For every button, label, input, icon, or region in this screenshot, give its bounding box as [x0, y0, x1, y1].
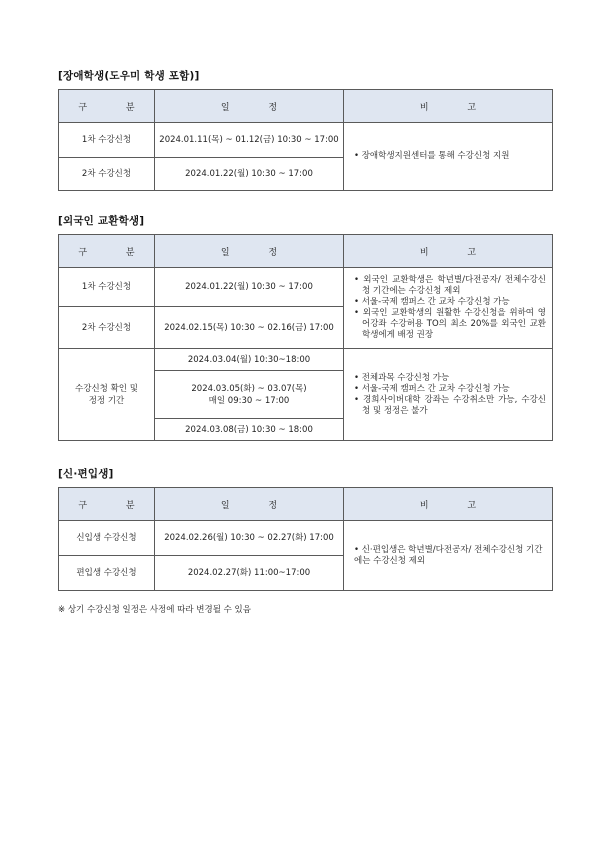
row-schedule: 2024.02.26(월) 10:30 ~ 02.27(화) 17:00 [155, 521, 344, 556]
remark-line: • 경희사이버대학 강좌는 수강취소만 가능, 수강신청 및 정정은 불가 [354, 394, 546, 416]
row-schedule: 2024.02.15(목) 10:30 ~ 02.16(금) 17:00 [155, 307, 344, 349]
exchange-students-schedule-table [58, 234, 553, 441]
footnote: ※ 상기 수강신청 일정은 사정에 따라 변경될 수 있음 [58, 605, 251, 615]
section-title-disabled-students: [장애학생(도우미 학생 포함)] [58, 70, 200, 82]
table-row [59, 349, 553, 371]
schedule-line: 2024.03.05(화) ~ 03.07(목) [191, 383, 307, 394]
remark-line: • 외국인 교환학생의 원활한 수강신청을 위하여 영어강좌 수강허용 TO의 최소 20%를 외국인 교환학생에게 배정 권장 [354, 308, 546, 340]
row-remarks: • 장애학생지원센터를 통해 수강신청 지원 [344, 123, 553, 191]
header-schedule: 일 정 [155, 488, 344, 521]
header-remarks: 비 고 [344, 235, 553, 268]
remark-line: • 서울-국제 캠퍼스 간 교차 수강신청 가능 [354, 297, 510, 307]
remark-line: • 서울-국제 캠퍼스 간 교차 수강신청 가능 [354, 383, 510, 394]
schedule-line: 매일 09:30 ~ 17:00 [208, 395, 290, 406]
header-schedule: 일 정 [155, 90, 344, 123]
table-row [59, 521, 553, 556]
header-remarks: 비 고 [344, 488, 553, 521]
header-category: 구 분 [59, 90, 155, 123]
row-remarks [344, 268, 553, 349]
remark-line: • 전체과목 수강신청 가능 [354, 372, 450, 383]
row-category: 1차 수강신청 [59, 268, 155, 307]
remark-line: • 외국인 교환학생은 학년별/다전공자/ 전체수강신청 기간에는 수강신청 제외 [354, 275, 546, 296]
row-schedule [155, 371, 344, 419]
row-schedule: 2024.03.08(금) 10:30 ~ 18:00 [155, 419, 344, 441]
row-schedule: 2024.01.22(월) 10:30 ~ 17:00 [155, 158, 344, 191]
row-category: 신입생 수강신청 [59, 521, 155, 556]
row-category: 2차 수강신청 [59, 307, 155, 349]
row-schedule: 2024.03.04(월) 10:30~18:00 [155, 349, 344, 371]
row-category: 1차 수강신청 [59, 123, 155, 158]
new-transfer-students-schedule-table [58, 487, 553, 591]
row-category: 편입생 수강신청 [59, 556, 155, 591]
disabled-students-schedule-table [58, 89, 553, 191]
table-row [59, 123, 553, 158]
table-row [59, 268, 553, 307]
row-schedule: 2024.01.11(목) ~ 01.12(금) 10:30 ~ 17:00 [155, 123, 344, 158]
row-schedule: 2024.01.22(월) 10:30 ~ 17:00 [155, 268, 344, 307]
header-remarks: 비 고 [344, 90, 553, 123]
row-schedule: 2024.02.27(화) 11:00~17:00 [155, 556, 344, 591]
section-title-new-transfer-students: [신·편입생] [58, 468, 114, 480]
header-category: 구 분 [59, 488, 155, 521]
row-remarks [344, 349, 553, 441]
header-schedule: 일 정 [155, 235, 344, 268]
row-remarks: • 신·편입생은 학년별/다전공자/ 전체수강신청 기간에는 수강신청 제외 [344, 521, 553, 591]
header-category: 구 분 [59, 235, 155, 268]
row-category: 2차 수강신청 [59, 158, 155, 191]
section-title-exchange-students: [외국인 교환학생] [58, 215, 145, 227]
row-category: 수강신청 확인 및 정정 기간 [59, 349, 155, 441]
